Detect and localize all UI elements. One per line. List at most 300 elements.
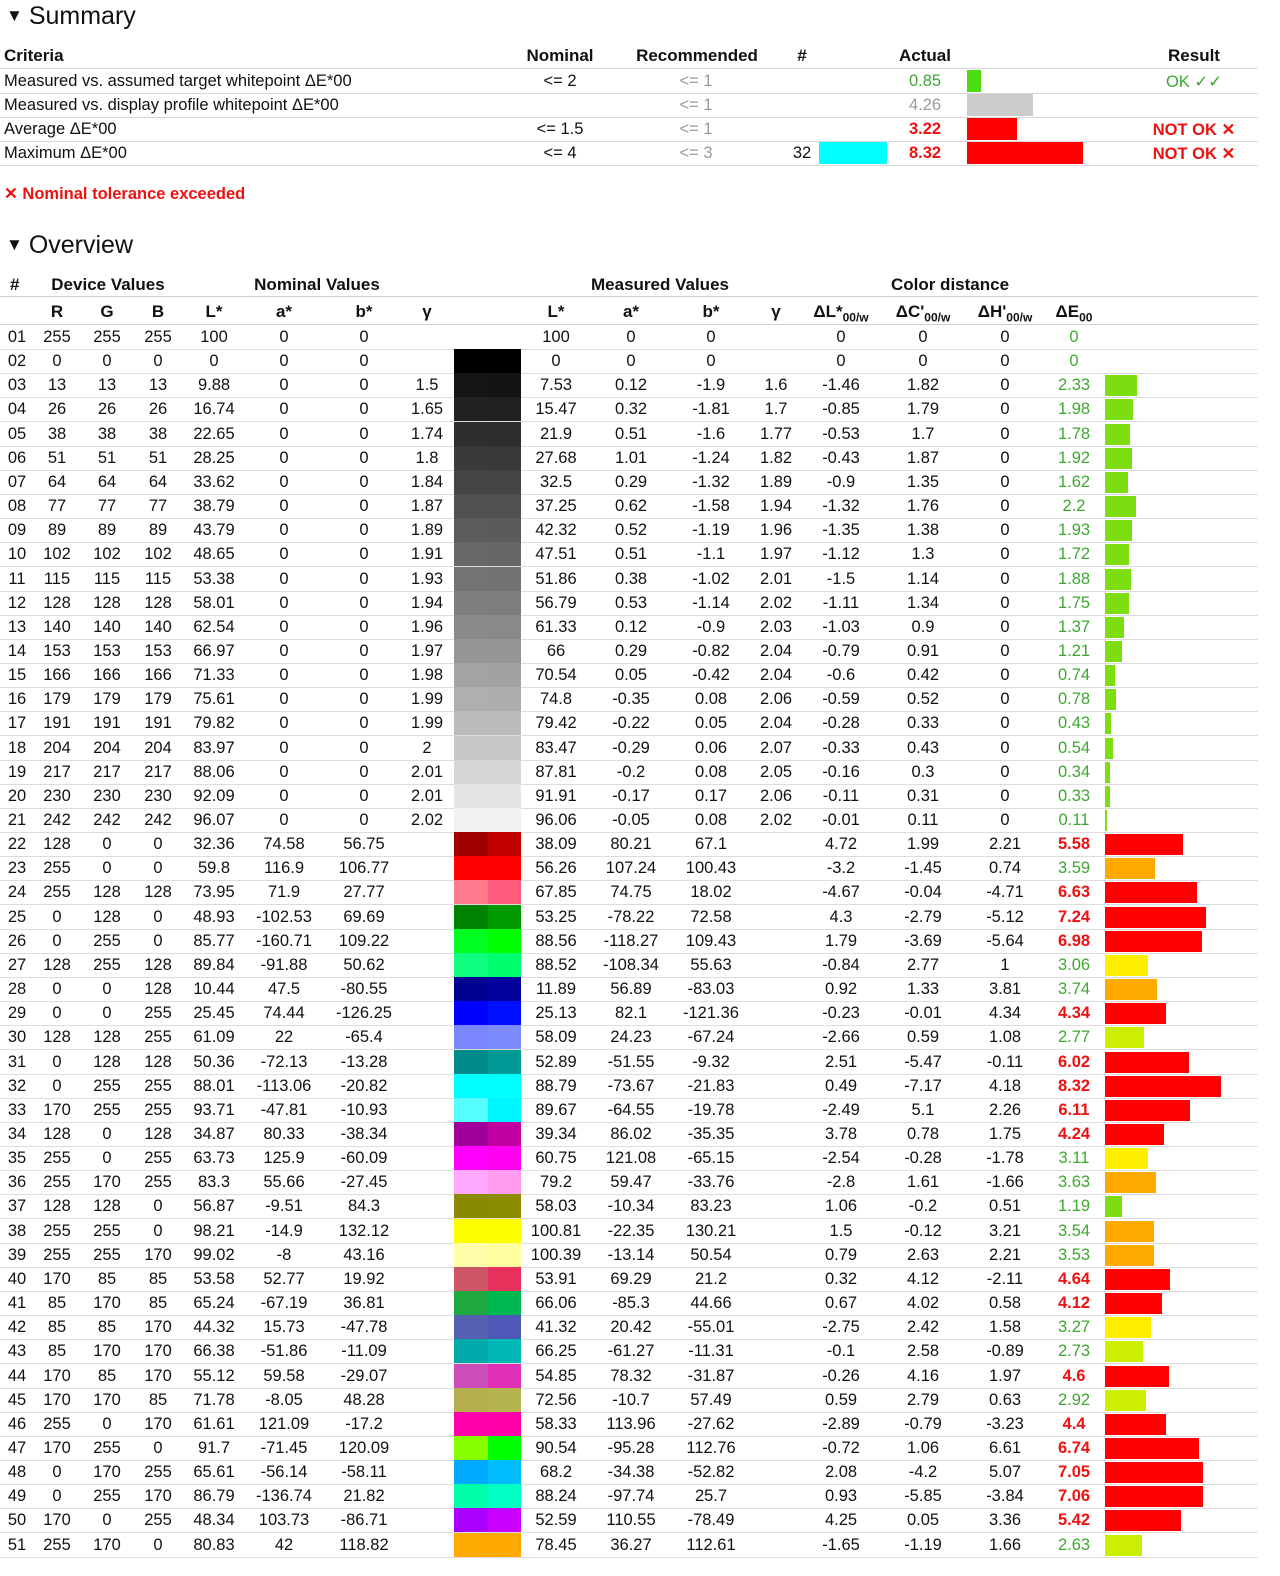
measured-color-swatch	[488, 422, 521, 446]
nominal-color-swatch	[454, 953, 488, 977]
measured-color-swatch	[488, 1364, 521, 1388]
measured-b-cell: 50.54	[690, 1245, 732, 1264]
g-cell: 51	[97, 448, 117, 467]
result-cell: NOT OK ✕	[1152, 145, 1236, 163]
g-cell: 128	[93, 883, 121, 902]
delta-l-cell: -0.11	[822, 786, 860, 805]
nominal-color-swatch	[454, 1146, 488, 1170]
measured-a-cell: 82.1	[614, 1004, 648, 1023]
measured-a-cell: 69.29	[610, 1269, 652, 1288]
nominal-b-cell: 0	[359, 690, 369, 709]
nominal-gamma-cell: 1.8	[415, 448, 439, 467]
nominal-a-cell: -9.51	[265, 1197, 303, 1216]
measured-a-cell: 0.12	[614, 376, 648, 395]
measured-b-cell: 57.49	[690, 1390, 732, 1409]
measured-l-cell: 53.25	[535, 907, 577, 926]
measured-l-cell: 39.34	[535, 1124, 577, 1143]
measured-b-cell: 112.76	[686, 1438, 736, 1457]
nominal-a-cell: 0	[279, 376, 289, 395]
delta-e-bar	[1105, 1438, 1199, 1459]
measured-l-cell: 88.52	[535, 955, 577, 974]
nominal-l-cell: 58.01	[193, 593, 235, 612]
nominal-b-cell: 106.77	[338, 859, 390, 878]
num-cell: 05	[7, 424, 27, 443]
overview-row	[0, 1533, 1258, 1558]
delta-l-cell: -0.26	[822, 1366, 860, 1385]
r-cell: 128	[43, 955, 71, 974]
nominal-b-cell: -65.4	[345, 1028, 383, 1047]
delta-e-cell: 0	[1069, 352, 1079, 371]
g-cell: 255	[93, 1076, 121, 1095]
g-cell: 170	[93, 1390, 121, 1409]
measured-b-cell: -1.19	[692, 521, 730, 540]
overview-row	[0, 1146, 1258, 1171]
overview-row	[0, 615, 1258, 640]
nominal-l-cell: 53.58	[193, 1269, 235, 1288]
nominal-color-swatch	[454, 1267, 488, 1291]
delta-l-cell: -0.79	[822, 642, 860, 660]
bstar-header: b*	[355, 302, 373, 321]
measured-a-cell: 0.12	[614, 617, 648, 636]
delta-h-cell: -3.84	[986, 1487, 1024, 1506]
b-cell: 0	[153, 1535, 163, 1554]
nominal-color-swatch	[454, 1050, 488, 1074]
b-cell: 85	[148, 1269, 168, 1288]
nominal-gamma-cell: 1.93	[410, 569, 444, 588]
delta-h-cell: 4.18	[988, 1076, 1022, 1095]
overview-row	[0, 808, 1258, 833]
b-cell: 0	[153, 931, 163, 950]
delta-l-cell: 4.3	[829, 907, 853, 926]
nominal-color-swatch	[454, 711, 488, 735]
overview-row	[0, 1074, 1258, 1099]
r-cell: 166	[43, 666, 71, 685]
delta-e-bar	[1105, 593, 1129, 614]
delta-e-bar	[1105, 1148, 1148, 1169]
delta-c-cell: 1.06	[906, 1438, 940, 1457]
num-cell: 31	[7, 1052, 27, 1071]
delta-l-cell: 4.72	[824, 835, 858, 854]
num-cell: 37	[7, 1197, 27, 1216]
b-cell: 255	[144, 1100, 172, 1119]
delta-e-bar	[1105, 1366, 1169, 1387]
number-header: #	[797, 46, 807, 65]
r-cell: 170	[43, 1100, 71, 1119]
b-cell: 102	[144, 545, 172, 564]
nominal-l-cell: 66.97	[193, 642, 235, 660]
summary-section-toggle[interactable]	[6, 2, 136, 31]
measured-l-cell: 25.13	[535, 1004, 577, 1023]
nominal-b-cell: 109.22	[338, 931, 390, 950]
measured-b-cell: 100.43	[685, 859, 737, 878]
delta-e-bar	[1105, 520, 1132, 541]
delta-e-cell: 1.98	[1057, 400, 1091, 419]
delta-l-cell: -0.01	[822, 811, 860, 829]
nominal-a-cell: -47.81	[260, 1100, 308, 1119]
measured-l-cell: 58.09	[535, 1028, 577, 1047]
num-cell: 10	[7, 545, 27, 564]
measured-l-cell: 38.09	[535, 835, 577, 854]
nominal-b-cell: 0	[359, 593, 369, 612]
measured-b-cell: 0.17	[694, 786, 728, 805]
delta-l-cell: -0.16	[822, 762, 860, 781]
summary-header-row	[0, 44, 1258, 69]
nominal-l-cell: 65.61	[193, 1463, 235, 1481]
b-cell: 255	[144, 1028, 172, 1047]
num-cell: 32	[7, 1076, 27, 1095]
nominal-b-cell: -58.11	[341, 1463, 387, 1481]
nominal-a-cell: 0	[279, 545, 289, 564]
nominal-b-cell: 132.12	[338, 1221, 390, 1240]
delta-e-cell: 2.63	[1057, 1535, 1091, 1554]
delta-h-cell: 2.26	[988, 1100, 1022, 1119]
nominal-color-swatch	[454, 1098, 488, 1122]
measured-color-swatch	[488, 1315, 521, 1339]
overview-row	[0, 1243, 1258, 1268]
nominal-gamma-cell: 1.96	[410, 617, 444, 636]
measured-gamma-cell: 1.94	[759, 497, 793, 515]
nominal-gamma-cell: 1.97	[410, 642, 444, 660]
measured-a-cell: 78.32	[610, 1366, 652, 1385]
delta-h-cell: 3.36	[988, 1511, 1022, 1530]
nominal-l-cell: 91.7	[197, 1438, 231, 1457]
overview-row	[0, 687, 1258, 712]
measured-gamma-cell: 1.96	[759, 521, 793, 540]
b-cell: 13	[148, 376, 168, 395]
delta-e-bar	[1105, 496, 1136, 517]
g-cell: 255	[93, 1487, 121, 1506]
nominal-b-cell: 0	[359, 472, 369, 491]
measured-a-cell: 0.05	[614, 666, 648, 685]
r-cell: 64	[47, 472, 67, 491]
summary-row	[0, 69, 1258, 94]
delta-h-cell: 0	[1000, 569, 1010, 588]
delta-c-cell: 2.42	[906, 1318, 940, 1337]
delta-e-cell: 0.78	[1057, 690, 1091, 709]
measured-a-cell: 0.51	[614, 545, 648, 564]
delta-h-cell: 4.34	[988, 1004, 1022, 1023]
nominal-b-cell: -10.93	[340, 1100, 388, 1119]
g-cell: 255	[93, 955, 121, 974]
delta-e-cell: 1.62	[1057, 472, 1091, 491]
nominal-l-cell: 28.25	[193, 448, 235, 467]
measured-a-cell: 86.02	[610, 1124, 652, 1143]
measured-b-cell: 112.61	[686, 1535, 736, 1554]
b-cell: 51	[148, 448, 168, 467]
overview-row	[0, 736, 1258, 761]
delta-e-cell: 0.43	[1057, 714, 1091, 733]
measured-gamma-header: γ	[771, 302, 781, 321]
num-cell: 34	[7, 1124, 27, 1143]
delta-e-bar	[1105, 713, 1111, 734]
nominal-a-cell: 52.77	[263, 1269, 305, 1288]
measured-color-swatch	[488, 397, 521, 421]
delta-e-cell: 0	[1069, 328, 1079, 346]
delta-e-bar	[1105, 1341, 1143, 1362]
nominal-color-swatch	[454, 905, 488, 929]
r-cell: 128	[43, 1124, 71, 1143]
b-cell: 0	[153, 1438, 163, 1457]
delta-h-header: $\Delta H'_{00/w}$	[977, 302, 1033, 325]
g-cell: 102	[93, 545, 121, 564]
b-cell: 77	[148, 497, 168, 515]
delta-e-cell: 0.74	[1057, 666, 1091, 685]
overview-row	[0, 446, 1258, 471]
delta-c-cell: 1.33	[906, 980, 940, 998]
overview-row	[0, 1194, 1258, 1219]
summary-row	[0, 141, 1258, 166]
measured-l-cell: 96.06	[535, 811, 577, 829]
overview-row	[0, 422, 1258, 447]
measured-l-cell: 56.26	[535, 859, 577, 878]
measured-l-cell: 78.45	[535, 1535, 577, 1554]
nominal-l-cell: 71.78	[193, 1390, 235, 1409]
b-cell: 64	[148, 472, 168, 491]
delta-c-cell: 1.87	[906, 448, 940, 467]
measured-l-header: L*	[547, 302, 565, 321]
measured-color-swatch	[488, 518, 521, 542]
delta-e-cell: 7.06	[1057, 1487, 1091, 1506]
measured-b-cell: 130.21	[685, 1221, 737, 1240]
delta-c-cell: 0.9	[911, 617, 935, 636]
measured-b-cell: -1.58	[692, 497, 730, 515]
nominal-b-cell: 48.28	[343, 1390, 385, 1409]
b-cell: 115	[144, 569, 172, 588]
measured-gamma-cell: 2.03	[759, 617, 793, 636]
r-cell: 170	[43, 1366, 71, 1385]
nominal-l-cell: 85.77	[193, 931, 235, 950]
measured-l-cell: 53.91	[535, 1269, 577, 1288]
delta-c-cell: -2.79	[904, 907, 942, 926]
delta-h-cell: -0.11	[986, 1052, 1024, 1071]
overview-row	[0, 1170, 1258, 1195]
measured-color-swatch	[488, 325, 521, 349]
measured-a-cell: 56.89	[610, 980, 652, 998]
num-cell: 45	[7, 1390, 27, 1409]
r-cell: 89	[47, 521, 67, 540]
nominal-a-cell: 15.73	[263, 1318, 305, 1337]
g-cell: 0	[102, 1414, 112, 1433]
delta-c-cell: 4.12	[906, 1269, 940, 1288]
delta-e-bar	[1105, 1245, 1154, 1266]
measured-b-cell: -55.01	[687, 1318, 735, 1337]
measured-a-cell: 121.08	[605, 1149, 657, 1168]
color-distance-header: Color distance	[890, 275, 1010, 294]
overview-row	[0, 760, 1258, 785]
measured-b-cell: -1.81	[692, 400, 730, 419]
measured-b-cell: -0.42	[692, 666, 730, 685]
measured-b-cell: -121.36	[683, 1004, 739, 1023]
measured-a-cell: 113.96	[606, 1414, 656, 1433]
delta-e-bar	[1105, 1535, 1142, 1556]
measured-color-swatch	[488, 808, 521, 832]
delta-e-bar	[1105, 1124, 1164, 1145]
measured-color-swatch	[488, 1508, 521, 1532]
measured-b-header: b*	[702, 302, 720, 321]
delta-c-cell: -0.04	[904, 883, 942, 902]
measured-color-swatch	[488, 1339, 521, 1363]
measured-b-cell: -35.35	[687, 1124, 735, 1143]
nominal-values-header: Nominal Values	[254, 275, 380, 294]
number-cell: 32	[792, 144, 812, 162]
overview-section-toggle[interactable]	[6, 231, 133, 260]
delta-e-bar	[1105, 738, 1113, 759]
delta-e-bar	[1105, 979, 1157, 1000]
nominal-cell: <= 2	[543, 72, 577, 90]
b-cell: 170	[144, 1487, 172, 1506]
measured-l-cell: 37.25	[535, 497, 577, 515]
num-cell: 42	[7, 1318, 27, 1337]
delta-e-cell: 4.34	[1057, 1004, 1091, 1023]
b-cell: 170	[144, 1318, 172, 1337]
delta-e-cell: 4.6	[1062, 1366, 1086, 1385]
delta-e-bar	[1105, 665, 1115, 686]
delta-h-cell: -1.78	[986, 1149, 1024, 1168]
actual-cell: 3.22	[908, 120, 942, 138]
b-cell: 255	[144, 1463, 172, 1481]
g-cell: 128	[93, 1052, 121, 1071]
measured-a-cell: -0.2	[616, 762, 646, 781]
num-cell: 12	[7, 593, 27, 612]
measured-color-swatch	[488, 1436, 521, 1460]
g-cell: 0	[102, 859, 112, 878]
delta-h-cell: 0	[1000, 400, 1010, 419]
delta-l-cell: -1.65	[822, 1535, 860, 1554]
delta-h-cell: -5.64	[986, 931, 1024, 950]
summary-title: Summary	[28, 2, 136, 30]
g-cell: 242	[93, 811, 121, 829]
delta-h-cell: 0	[1000, 497, 1010, 515]
delta-e-cell: 1.92	[1057, 448, 1091, 467]
nominal-gamma-cell: 1.98	[410, 666, 444, 685]
r-cell: 217	[43, 762, 71, 781]
delta-c-cell: 5.1	[911, 1100, 935, 1119]
nominal-b-cell: 0	[359, 714, 369, 733]
measured-l-cell: 79.42	[535, 714, 577, 733]
delta-l-cell: -0.85	[822, 400, 860, 419]
measured-b-cell: -27.62	[687, 1414, 735, 1433]
criteria-header: Criteria	[4, 46, 64, 65]
measured-l-cell: 100.39	[530, 1245, 582, 1264]
nominal-gamma-cell: 1.89	[410, 521, 444, 540]
b-cell: 0	[153, 352, 163, 371]
nominal-color-swatch	[454, 808, 488, 832]
nominal-color-swatch	[454, 1508, 488, 1532]
delta-l-cell: 0.93	[824, 1487, 858, 1506]
measured-a-cell: 1.01	[614, 448, 648, 467]
measured-color-swatch	[488, 760, 521, 784]
measured-b-cell: -1.6	[696, 424, 726, 443]
num-cell: 06	[7, 448, 27, 467]
measured-a-cell: -97.74	[607, 1487, 655, 1506]
measured-l-cell: 51.86	[535, 569, 577, 588]
overview-row	[0, 1050, 1258, 1075]
g-cell: 0	[102, 980, 112, 998]
nominal-b-cell: -47.78	[340, 1318, 388, 1337]
num-cell: 49	[7, 1487, 27, 1506]
delta-c-cell: 0.78	[906, 1124, 940, 1143]
nominal-l-cell: 80.83	[193, 1535, 235, 1554]
delta-e-cell: 2.77	[1057, 1028, 1091, 1047]
delta-h-cell: 0	[1000, 690, 1010, 709]
delta-c-cell: 1.38	[906, 521, 940, 540]
overview-row	[0, 977, 1258, 1002]
delta-l-cell: 0.59	[824, 1390, 858, 1409]
delta-l-cell: 0.49	[824, 1076, 858, 1095]
nominal-color-swatch	[454, 856, 488, 880]
measured-a-cell: -61.27	[607, 1342, 655, 1361]
num-cell: 29	[7, 1004, 27, 1023]
r-cell: 0	[52, 980, 62, 998]
recommended-cell: <= 1	[679, 120, 713, 138]
delta-h-cell: 3.21	[988, 1221, 1022, 1240]
recommended-header: Recommended	[636, 46, 758, 65]
g-cell: 128	[93, 1028, 121, 1047]
r-cell: 255	[43, 883, 71, 902]
nominal-b-cell: 0	[359, 521, 369, 540]
delta-l-cell: -1.35	[822, 521, 860, 540]
nominal-l-cell: 88.01	[193, 1076, 235, 1095]
measured-b-cell: -31.87	[687, 1366, 735, 1385]
measured-color-swatch	[488, 1122, 521, 1146]
r-cell: 153	[43, 642, 71, 660]
nominal-l-cell: 25.45	[193, 1004, 235, 1023]
g-cell: 170	[93, 1294, 121, 1312]
measured-color-swatch	[488, 349, 521, 373]
delta-l-cell: -2.8	[826, 1173, 856, 1192]
num-cell: 16	[7, 690, 27, 709]
delta-c-cell: 2.79	[906, 1390, 940, 1409]
nominal-l-cell: 93.71	[193, 1100, 235, 1119]
nominal-b-cell: 0	[359, 642, 369, 660]
delta-e-cell: 1.78	[1057, 424, 1091, 443]
nominal-a-cell: 0	[279, 400, 289, 419]
delta-h-cell: 0.51	[988, 1197, 1022, 1216]
delta-c-cell: 1.61	[906, 1173, 940, 1192]
delta-e-bar	[1105, 1293, 1162, 1314]
num-cell: 18	[7, 738, 27, 757]
nominal-a-cell: -72.13	[260, 1052, 308, 1071]
measured-color-swatch	[488, 1412, 521, 1436]
nominal-b-cell: 0	[359, 424, 369, 443]
delta-h-cell: 6.61	[988, 1438, 1022, 1457]
nominal-l-cell: 32.36	[193, 835, 235, 854]
measured-b-cell: -1.14	[692, 593, 730, 612]
delta-h-cell: 0	[1000, 424, 1010, 443]
measured-b-cell: 0.08	[694, 811, 728, 829]
nominal-b-cell: -86.71	[340, 1511, 388, 1530]
num-cell: 28	[7, 980, 27, 998]
measured-a-cell: -0.22	[612, 714, 650, 733]
delta-e-bar	[1105, 1269, 1170, 1290]
g-cell: 128	[93, 1197, 121, 1216]
delta-l-cell: -2.89	[822, 1414, 860, 1433]
nominal-a-cell: 74.44	[263, 1004, 305, 1023]
delta-h-cell: 0	[1000, 521, 1010, 540]
nominal-l-cell: 86.79	[193, 1487, 235, 1506]
nominal-b-cell: 0	[359, 545, 369, 564]
nominal-gamma-cell: 2.01	[410, 786, 444, 805]
measured-gamma-cell: 2.01	[759, 569, 793, 588]
num-cell: 26	[7, 931, 27, 950]
delta-c-cell: 1.99	[906, 835, 940, 854]
delta-c-cell: 0.33	[906, 714, 940, 733]
measured-l-cell: 88.56	[535, 931, 577, 950]
r-cell: 13	[47, 376, 67, 395]
delta-h-cell: 0	[1000, 328, 1010, 346]
num-cell: 38	[7, 1221, 27, 1240]
overview-row	[0, 591, 1258, 616]
